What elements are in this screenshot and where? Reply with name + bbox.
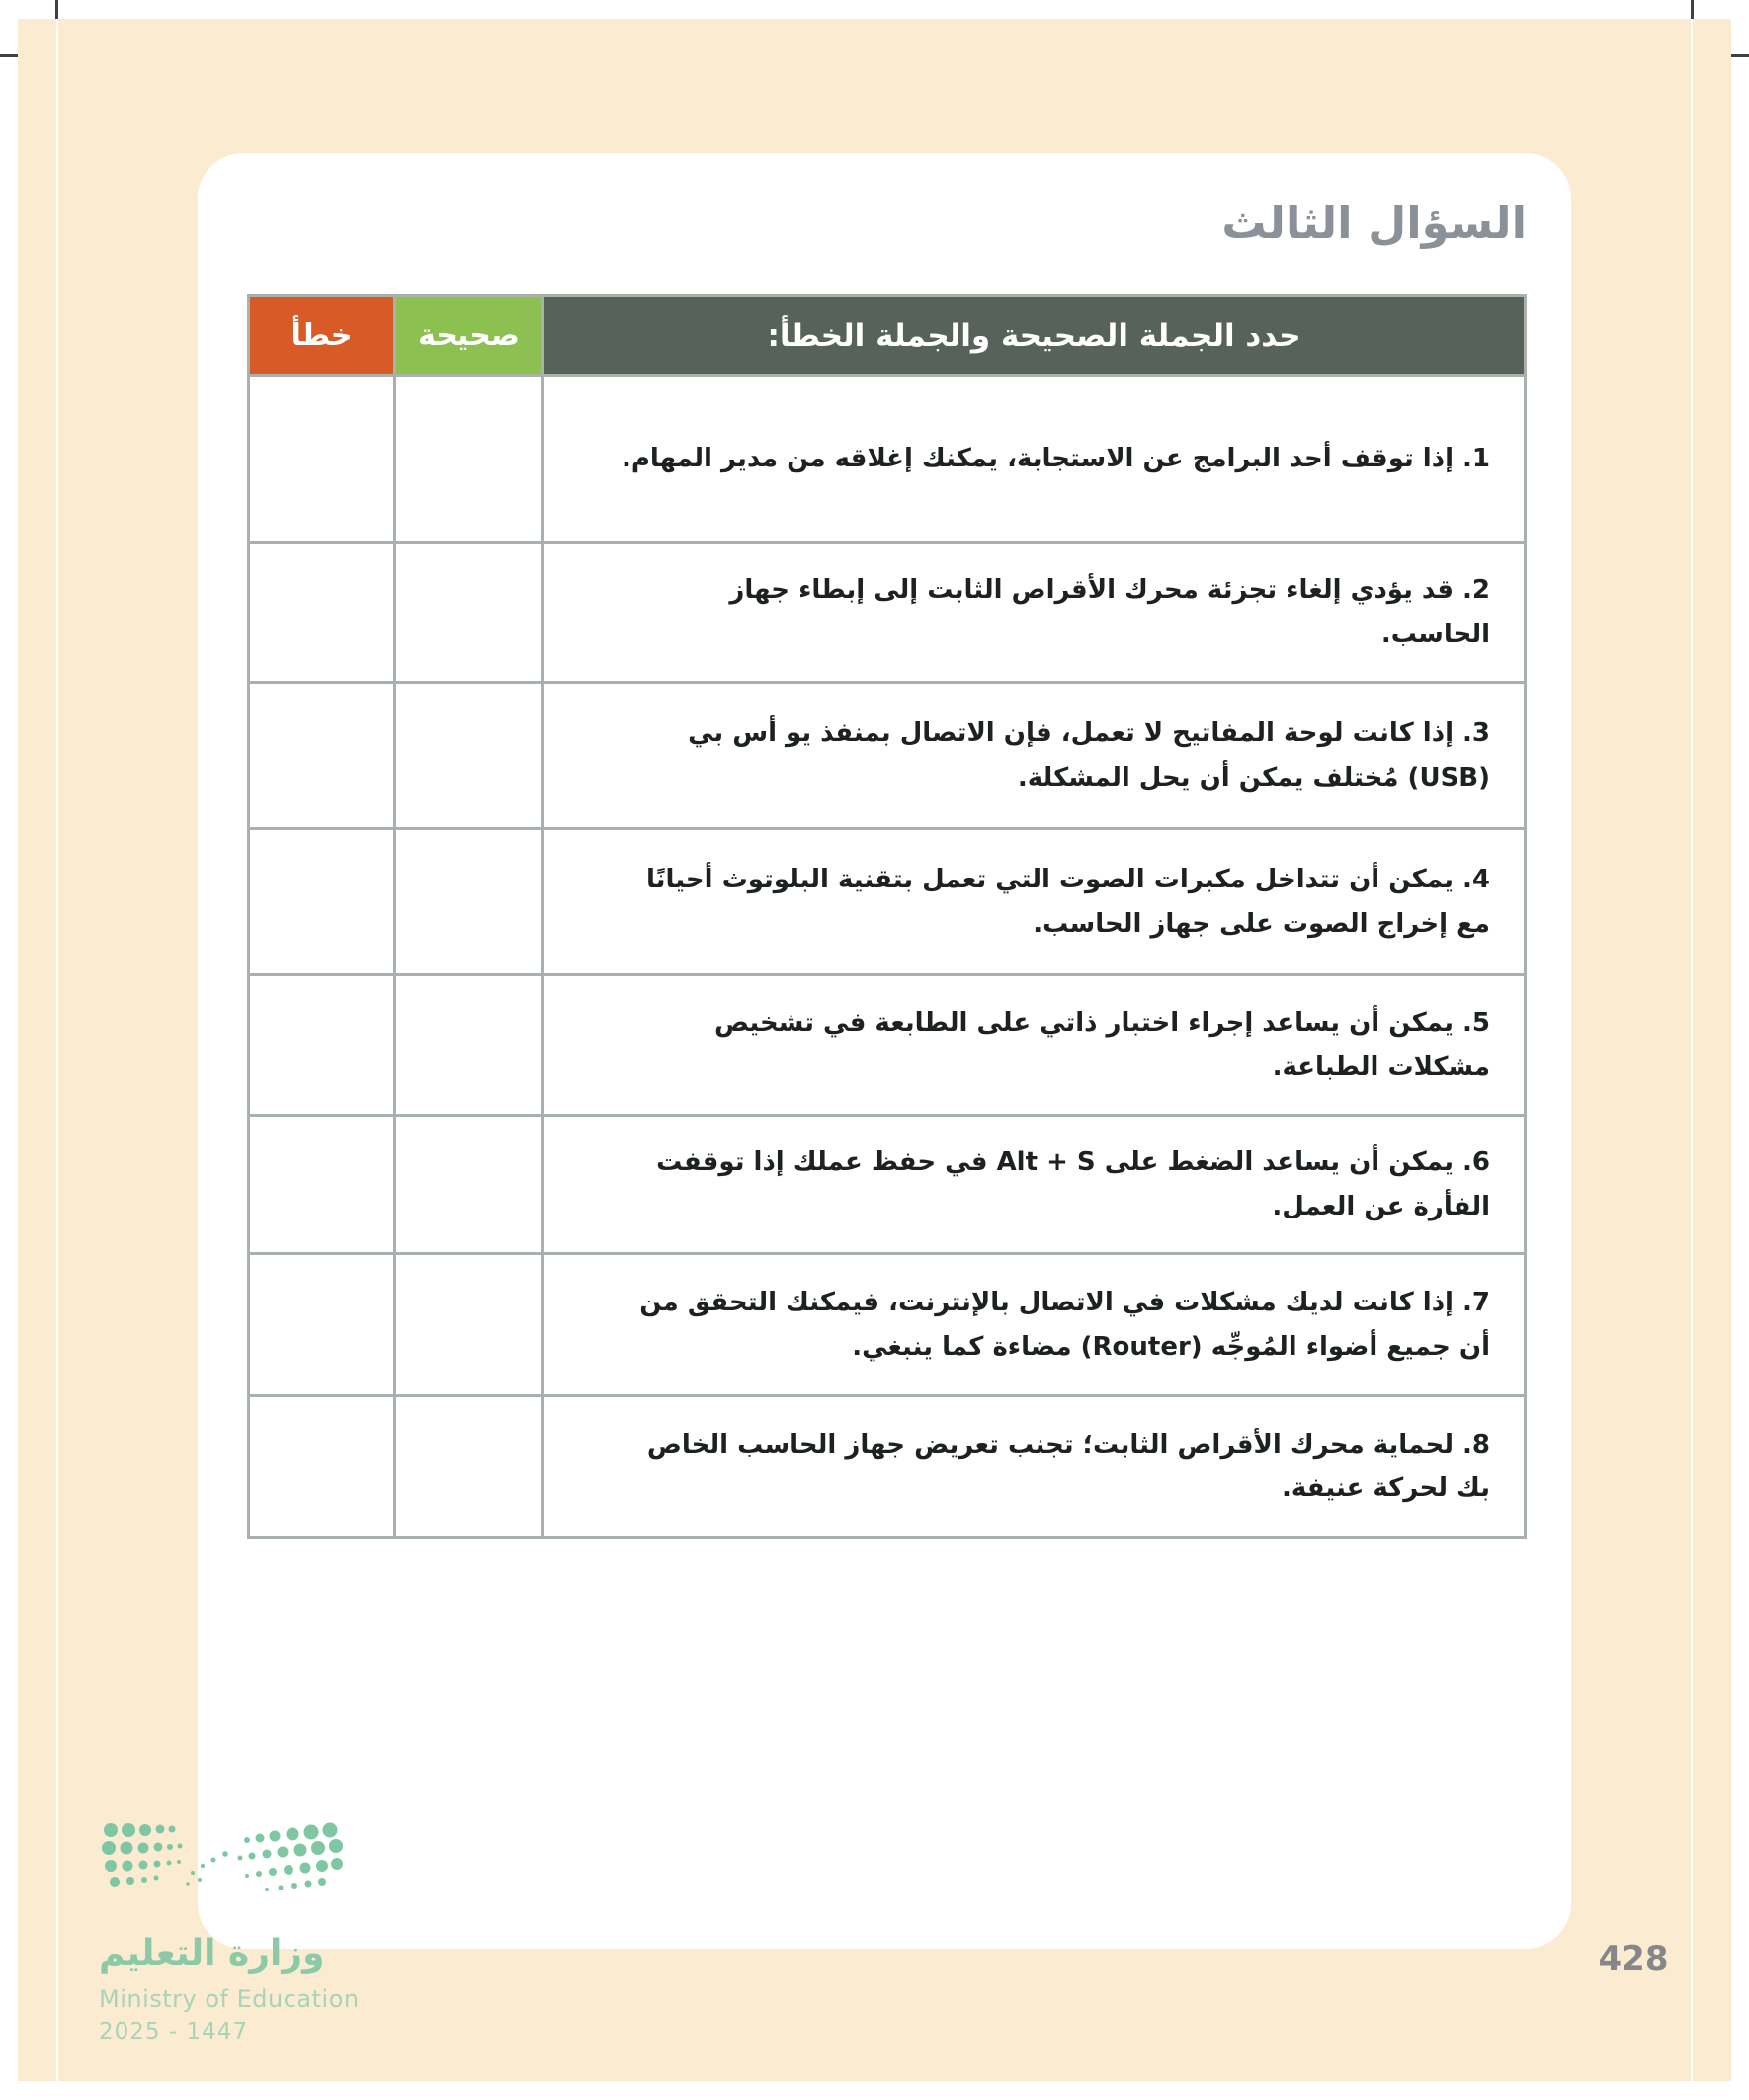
wrong-answer-cell[interactable]: [249, 1116, 395, 1254]
ministry-name-english: Ministry of Education: [99, 1985, 360, 2013]
ministry-logo-dots-icon: [99, 1818, 346, 1907]
wrong-header-cell: خطأ: [249, 296, 395, 376]
statement-text: 8. لحماية محرك الأقراص الثابت؛ تجنب تعريض جهاز الحاسب الخاص بك لحركة عنيفة.: [543, 1396, 1526, 1538]
correct-answer-cell[interactable]: [395, 683, 543, 829]
statement-text: 5. يمكن أن يساعد إجراء اختبار ذاتي على الطابعة في تشخيص مشكلات الطباعة.: [543, 975, 1526, 1116]
table-row: [249, 376, 1526, 543]
page-title: السؤال الثالث: [1221, 197, 1527, 249]
table-row: [249, 683, 1526, 829]
statement-text: 2. قد يؤدي إلغاء تجزئة محرك الأقراص الثابت إلى إبطاء جهاز الحاسب.: [543, 543, 1526, 683]
table-row: [249, 975, 1526, 1116]
table-row: [249, 543, 1526, 683]
ministry-logo: [99, 1818, 415, 2045]
ministry-name-arabic: وزارة التعليم: [99, 1933, 325, 1974]
wrong-answer-cell[interactable]: [249, 829, 395, 975]
table-row: [249, 1116, 1526, 1254]
ministry-years: 2025 - 1447: [99, 2019, 248, 2045]
wrong-answer-cell[interactable]: [249, 1254, 395, 1396]
statement-text: 6. يمكن أن يساعد الضغط على Alt + S في حفظ عملك إذا توقفت الفأرة عن العمل.: [543, 1116, 1526, 1254]
correct-answer-cell[interactable]: [395, 543, 543, 683]
page-number: 428: [1598, 1939, 1669, 1978]
correct-answer-cell[interactable]: [395, 975, 543, 1116]
wrong-answer-cell[interactable]: [249, 1396, 395, 1538]
correct-answer-cell[interactable]: [395, 829, 543, 975]
correct-header-cell: صحيحة: [395, 296, 543, 376]
correct-answer-cell[interactable]: [395, 376, 543, 543]
wrong-answer-cell[interactable]: [249, 543, 395, 683]
correct-answer-cell[interactable]: [395, 1396, 543, 1538]
table-header-row: [249, 296, 1526, 376]
correct-answer-cell[interactable]: [395, 1116, 543, 1254]
true-false-table: [247, 294, 1527, 1539]
statement-text: 1. إذا توقف أحد البرامج عن الاستجابة، يمكنك إغلاقه من مدير المهام.: [543, 376, 1526, 543]
margin-guide-line: [56, 19, 58, 2081]
wrong-answer-cell[interactable]: [249, 376, 395, 543]
table-row: [249, 1396, 1526, 1538]
wrong-answer-cell[interactable]: [249, 975, 395, 1116]
margin-guide-line: [1691, 19, 1693, 2081]
statement-text: 7. إذا كانت لديك مشكلات في الاتصال بالإنترنت، فيمكنك التحقق من أن جميع أضواء المُوجِّه (Router) مضاءة كما ينبغي.: [543, 1254, 1526, 1396]
content-card: [198, 153, 1571, 1949]
statement-header-cell: حدد الجملة الصحيحة والجملة الخطأ:: [543, 296, 1526, 376]
table-row: [249, 829, 1526, 975]
statement-text: 4. يمكن أن تتداخل مكبرات الصوت التي تعمل بتقنية البلوتوث أحيانًا مع إخراج الصوت على جهاز الحاسب.: [543, 829, 1526, 975]
wrong-answer-cell[interactable]: [249, 683, 395, 829]
correct-answer-cell[interactable]: [395, 1254, 543, 1396]
table-row: [249, 1254, 1526, 1396]
statement-text: 3. إذا كانت لوحة المفاتيح لا تعمل، فإن الاتصال بمنفذ يو أس بي (USB) مُختلف يمكن أن يحل المشكلة.: [543, 683, 1526, 829]
